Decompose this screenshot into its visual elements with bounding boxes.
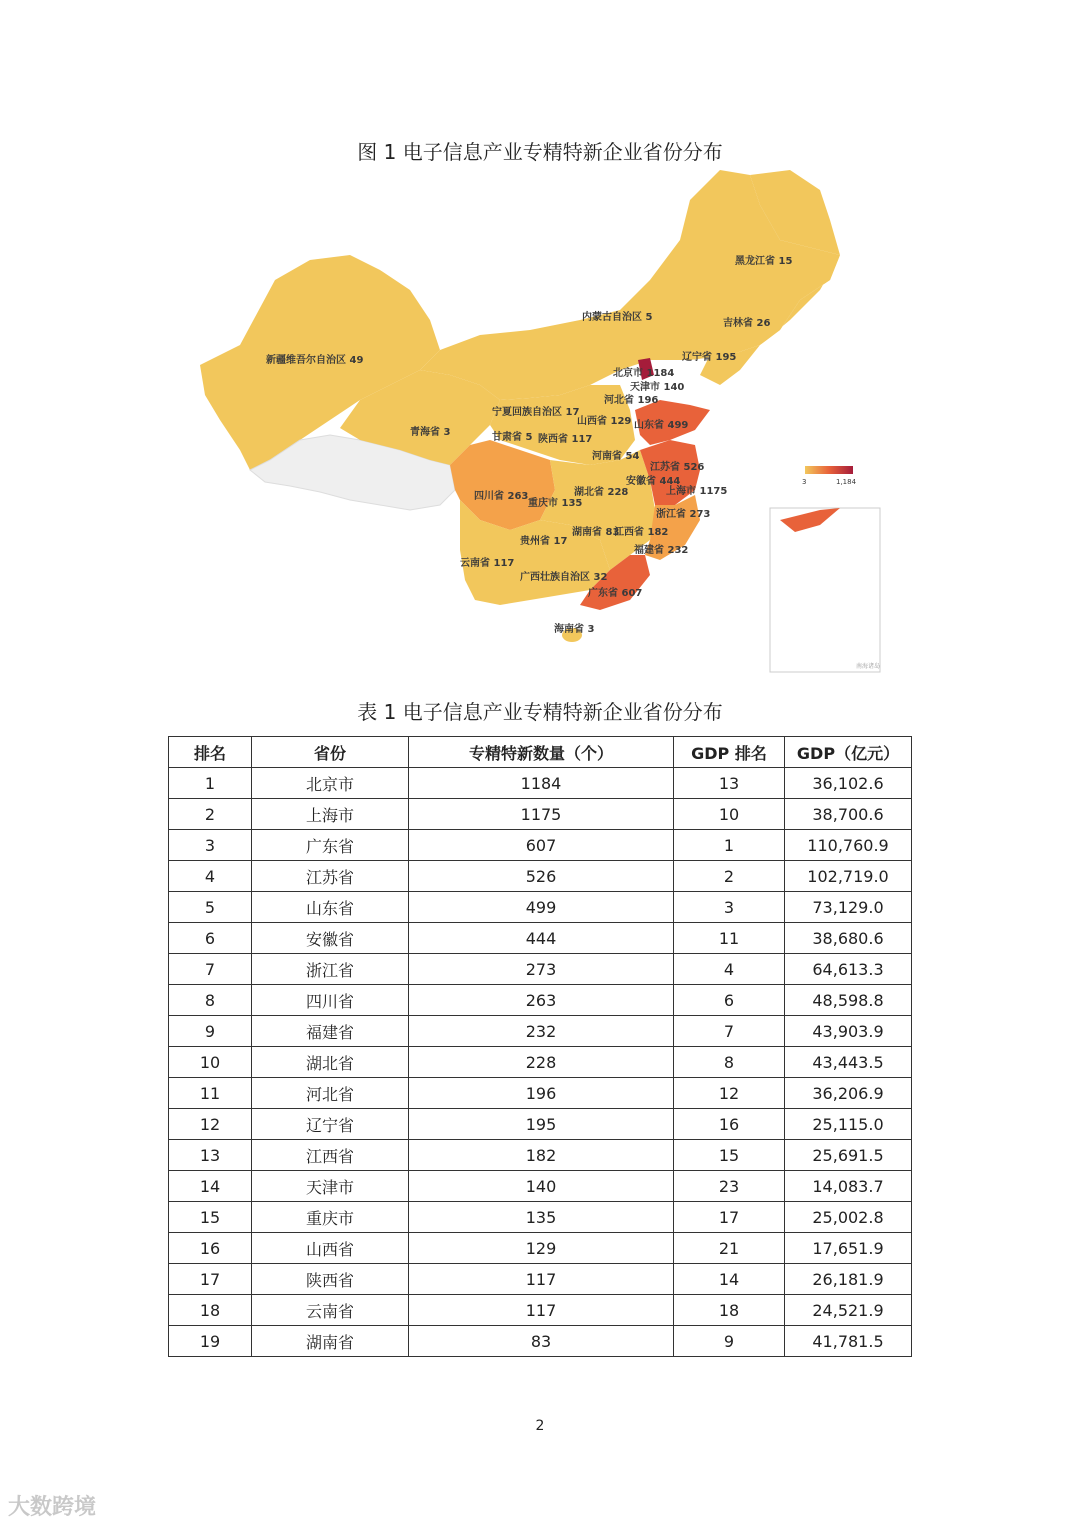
inset-frame [770,508,880,672]
cell-province: 湖北省 [252,1047,409,1078]
cell-province: 广东省 [252,830,409,861]
cell-rank: 18 [169,1295,252,1326]
table-row [169,768,912,799]
cell-rank: 7 [169,954,252,985]
map-label: 天津市 140 [630,382,685,393]
table-row [169,892,912,923]
cell-rank: 6 [169,923,252,954]
table-row [169,1109,912,1140]
cell-count: 232 [409,1016,674,1047]
header-province: 省份 [252,737,409,768]
cell-province: 四川省 [252,985,409,1016]
cell-rank: 9 [169,1016,252,1047]
table-header-row [169,737,912,768]
map-label: 湖南省 83 [572,527,620,538]
cell-gdp-rank: 15 [674,1140,785,1171]
cell-gdp: 25,115.0 [785,1109,912,1140]
cell-count: 117 [409,1264,674,1295]
cell-gdp: 38,680.6 [785,923,912,954]
header-rank: 排名 [169,737,252,768]
cell-province: 云南省 [252,1295,409,1326]
map-label: 浙江省 273 [656,509,711,520]
cell-province: 上海市 [252,799,409,830]
map-label: 河南省 54 [592,451,640,462]
cell-rank: 13 [169,1140,252,1171]
cell-gdp-rank: 18 [674,1295,785,1326]
cell-count: 526 [409,861,674,892]
cell-count: 444 [409,923,674,954]
cell-province: 河北省 [252,1078,409,1109]
map-label: 江西省 182 [614,527,669,538]
cell-gdp-rank: 3 [674,892,785,923]
map-label: 辽宁省 195 [682,352,737,363]
cell-province: 江苏省 [252,861,409,892]
table-row [169,1016,912,1047]
cell-gdp-rank: 7 [674,1016,785,1047]
cell-count: 1175 [409,799,674,830]
cell-rank: 16 [169,1233,252,1264]
table-row [169,1078,912,1109]
cell-gdp-rank: 8 [674,1047,785,1078]
cell-province: 陕西省 [252,1264,409,1295]
cell-gdp: 36,206.9 [785,1078,912,1109]
cell-gdp-rank: 9 [674,1326,785,1357]
cell-count: 228 [409,1047,674,1078]
map-label: 四川省 263 [474,491,529,502]
watermark-logo: 大数跨境 [8,1495,97,1520]
cell-province: 山西省 [252,1233,409,1264]
cell-province: 江西省 [252,1140,409,1171]
cell-gdp-rank: 6 [674,985,785,1016]
map-label: 云南省 117 [460,558,515,569]
map-label: 广西壮族自治区 32 [520,572,608,583]
cell-province: 福建省 [252,1016,409,1047]
page-number: 2 [535,1418,545,1434]
cell-count: 263 [409,985,674,1016]
table-row [169,830,912,861]
cell-gdp: 38,700.6 [785,799,912,830]
cell-province: 北京市 [252,768,409,799]
map-label: 北京市 1184 [613,368,675,379]
cell-count: 273 [409,954,674,985]
map-label: 宁夏回族自治区 17 [492,407,580,418]
map-label: 湖北省 228 [574,487,629,498]
header-gdp: GDP（亿元） [785,737,912,768]
table-row [169,923,912,954]
cell-gdp: 43,903.9 [785,1016,912,1047]
map-label: 海南省 3 [554,624,595,635]
cell-rank: 17 [169,1264,252,1295]
map-label: 山西省 129 [577,416,632,427]
map-label: 吉林省 26 [723,318,771,329]
cell-gdp: 25,691.5 [785,1140,912,1171]
cell-gdp-rank: 21 [674,1233,785,1264]
cell-gdp-rank: 4 [674,954,785,985]
cell-gdp: 64,613.3 [785,954,912,985]
table-row [169,1326,912,1357]
cell-gdp-rank: 10 [674,799,785,830]
table-row [169,799,912,830]
cell-count: 182 [409,1140,674,1171]
china-choropleth-map [180,160,900,680]
cell-gdp: 17,651.9 [785,1233,912,1264]
cell-count: 129 [409,1233,674,1264]
map-label: 甘肃省 5 [492,432,533,443]
inset-caption: 南海诸岛 [856,663,881,670]
table-row [169,1264,912,1295]
cell-province: 山东省 [252,892,409,923]
cell-province: 安徽省 [252,923,409,954]
cell-count: 499 [409,892,674,923]
cell-gdp: 73,129.0 [785,892,912,923]
cell-gdp-rank: 16 [674,1109,785,1140]
cell-gdp: 41,781.5 [785,1326,912,1357]
cell-rank: 12 [169,1109,252,1140]
cell-rank: 19 [169,1326,252,1357]
map-label: 青海省 3 [410,427,451,438]
table-row [169,1202,912,1233]
cell-rank: 2 [169,799,252,830]
cell-gdp-rank: 2 [674,861,785,892]
cell-province: 浙江省 [252,954,409,985]
cell-gdp: 26,181.9 [785,1264,912,1295]
table-row [169,954,912,985]
cell-gdp-rank: 17 [674,1202,785,1233]
cell-count: 140 [409,1171,674,1202]
map-label: 福建省 232 [634,545,689,556]
table-row [169,1171,912,1202]
cell-gdp-rank: 12 [674,1078,785,1109]
cell-rank: 10 [169,1047,252,1078]
map-label: 河北省 196 [604,395,659,406]
cell-gdp: 102,719.0 [785,861,912,892]
map-label: 山东省 499 [634,420,689,431]
table-row [169,1047,912,1078]
cell-rank: 8 [169,985,252,1016]
header-count: 专精特新数量（个） [409,737,674,768]
cell-count: 117 [409,1295,674,1326]
cell-rank: 14 [169,1171,252,1202]
cell-province: 重庆市 [252,1202,409,1233]
cell-count: 195 [409,1109,674,1140]
cell-count: 83 [409,1326,674,1357]
cell-province: 湖南省 [252,1326,409,1357]
map-label: 江苏省 526 [650,462,705,473]
table-row [169,985,912,1016]
map-label: 贵州省 17 [520,536,568,547]
cell-gdp: 48,598.8 [785,985,912,1016]
map-label: 安徽省 444 [626,476,681,487]
cell-gdp-rank: 11 [674,923,785,954]
cell-rank: 1 [169,768,252,799]
cell-rank: 5 [169,892,252,923]
map-label: 陕西省 117 [538,434,593,445]
cell-gdp: 14,083.7 [785,1171,912,1202]
map-label: 上海市 1175 [666,486,728,497]
cell-rank: 11 [169,1078,252,1109]
cell-gdp: 110,760.9 [785,830,912,861]
cell-gdp-rank: 14 [674,1264,785,1295]
header-gdp-rank: GDP 排名 [674,737,785,768]
table-row [169,1140,912,1171]
cell-gdp-rank: 13 [674,768,785,799]
cell-gdp-rank: 1 [674,830,785,861]
legend-min: 3 [802,478,807,486]
table-title: 表 1 电子信息产业专精特新企业省份分布 [357,700,723,724]
legend-max: 1,184 [836,478,857,486]
table-row [169,1233,912,1264]
map-label: 广东省 607 [588,588,643,599]
cell-gdp: 43,443.5 [785,1047,912,1078]
cell-gdp-rank: 23 [674,1171,785,1202]
cell-rank: 3 [169,830,252,861]
cell-gdp: 24,521.9 [785,1295,912,1326]
figure-title: 图 1 电子信息产业专精特新企业省份分布 [357,140,723,164]
cell-gdp: 36,102.6 [785,768,912,799]
cell-count: 196 [409,1078,674,1109]
legend-bar [805,466,853,474]
cell-gdp: 25,002.8 [785,1202,912,1233]
cell-rank: 4 [169,861,252,892]
province-table [168,736,912,1357]
map-label: 新疆维吾尔自治区 49 [266,355,364,366]
table-row [169,861,912,892]
cell-province: 辽宁省 [252,1109,409,1140]
map-label: 黑龙江省 15 [735,256,793,267]
map-label: 重庆市 135 [528,498,583,509]
cell-count: 607 [409,830,674,861]
map-label: 内蒙古自治区 5 [582,312,653,323]
cell-count: 135 [409,1202,674,1233]
cell-rank: 15 [169,1202,252,1233]
cell-count: 1184 [409,768,674,799]
table-row [169,1295,912,1326]
cell-province: 天津市 [252,1171,409,1202]
